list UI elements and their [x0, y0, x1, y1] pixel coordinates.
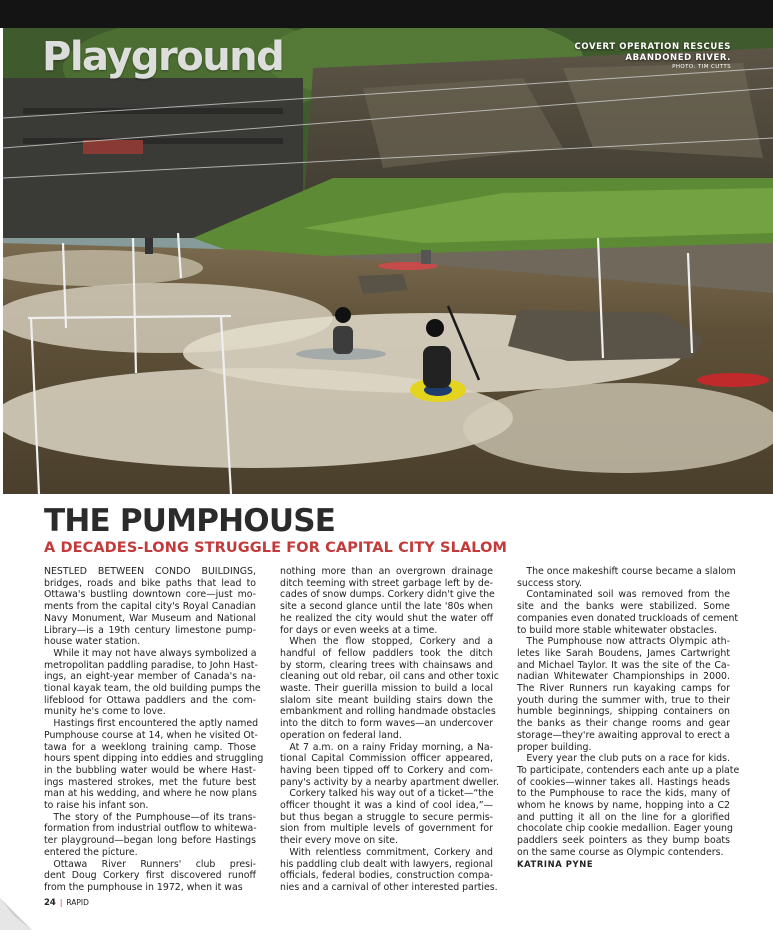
body-line: on the same course as Olympic contenders. — [517, 846, 724, 858]
article-column-1 — [44, 566, 264, 894]
body-line: With relentless commitment, Corkery and — [280, 846, 493, 858]
body-line: for days or even weeks at a time. — [280, 624, 438, 636]
body-line: hours spent dipping into eddies and struggling — [44, 753, 264, 765]
body-line: munity he's come to love. — [44, 706, 166, 718]
body-line: Hastings first encountered the aptly named — [44, 718, 259, 730]
body-line: youth during the summer with, true to their — [517, 694, 730, 706]
body-line: and Michael Taylor. It was the site of the Ca- — [517, 659, 730, 671]
body-line: To participate, contenders each ante up a plate — [517, 764, 740, 776]
body-line: tawa for a weeklong training camp. Those — [44, 741, 256, 753]
body-line: entered the picture. — [44, 846, 138, 858]
body-line: Library—is a 19th century limestone pump- — [44, 624, 256, 636]
body-line: The Pumphouse now attracts Olympic ath- — [517, 636, 730, 648]
body-line: from the pumphouse in 1972, when it was — [44, 881, 243, 893]
body-line: to raise his infant son. — [44, 800, 149, 812]
body-line: At 7 a.m. on a rainy Friday morning, a Na- — [280, 741, 493, 753]
body-line: Contaminated soil was removed from the — [517, 589, 730, 601]
body-line: formation from industrial outflow to whitewa- — [44, 823, 257, 835]
whitewater-kayak-photo — [3, 28, 773, 494]
body-line: ter playground—began long before Hastings — [44, 835, 256, 847]
body-line: dent Doug Corkery first discovered runoff — [44, 870, 256, 882]
body-line: embankment and rolling handmade obstacles — [280, 706, 496, 718]
body-line: Ottawa River Runners' club presi- — [44, 858, 256, 870]
body-line: letes like Sarah Boudens, James Cartwright — [517, 647, 730, 659]
hero-photo — [3, 28, 773, 494]
body-line: ditch teeming with street garbage left by de- — [280, 577, 493, 589]
body-line: of cookies—winner takes all. Hastings heads — [517, 776, 730, 788]
body-line: While it may not have always symbolized a — [44, 647, 257, 659]
body-line: ings, an eight-year member of Canada's na- — [44, 671, 256, 683]
body-line: When the flow stopped, Corkery and a — [280, 636, 493, 648]
teaser-line: COVERT OPERATION RESCUES — [574, 42, 731, 52]
body-line: and putting it all on the line for a glorified — [517, 811, 730, 823]
article-deck: A DECADES-LONG STRUGGLE FOR CAPITAL CITY SLALOM — [44, 540, 508, 556]
body-line: his paddling club dealt with lawyers, regional — [280, 858, 493, 870]
body-line: their every move on site. — [280, 835, 399, 847]
body-line: The River Runners run kayaking camps for — [517, 683, 730, 695]
body-line: officer thought it was a kind of cool idea,”— — [280, 800, 493, 812]
page-folio — [44, 898, 89, 908]
body-line: metropolitan paddling paradise, to John Hast- — [44, 659, 258, 671]
body-line: lifeblood for Ottawa paddlers and the com- — [44, 694, 256, 706]
body-line: in the bubbling water would be where Hast- — [44, 764, 256, 776]
body-line: The once makeshift course became a slalom — [517, 566, 736, 577]
top-bar — [0, 0, 773, 28]
body-line: Every year the club puts on a race for kids. — [517, 753, 730, 765]
body-line: into the ditch to form waves—an undercover — [280, 718, 493, 730]
body-line: the banks as their change rooms and gear — [517, 718, 730, 730]
body-line: site a second glance until the late '80s when — [280, 601, 493, 613]
body-line: waste. Their guerilla mission to build a local — [280, 683, 493, 695]
body-line: man at his wedding, and where he now plans — [44, 788, 257, 800]
body-line: handful of fellow paddlers took the ditch — [280, 647, 493, 659]
body-line: chocolate chip cookie medallion. Eager young — [517, 823, 733, 835]
body-line: storage—they're awaiting approval to erect a — [517, 729, 730, 741]
body-line: whom he knows by name, hopping into a C2 — [517, 800, 730, 812]
section-title: Playground — [42, 34, 284, 80]
body-line: site and the banks were stabilized. Some — [517, 601, 730, 613]
publication-name: RAPID — [66, 898, 89, 907]
body-line: proper building. — [517, 741, 592, 753]
folio-divider: | — [59, 898, 63, 907]
body-line: he realized the city would shut the water off — [280, 612, 493, 624]
body-line: nadian Whitewater Championships in 2000. — [517, 671, 730, 683]
body-line: nies and a carnival of other interested parties. — [280, 881, 498, 893]
body-line: cleaning out old rebar, oil cans and other toxic — [280, 671, 499, 683]
body-line: companies even donated truckloads of cement — [517, 612, 739, 624]
body-line: nothing more than an overgrown drainage — [280, 566, 493, 577]
body-line: slalom site meant building stairs down the — [280, 694, 493, 706]
body-line: house water station. — [44, 636, 141, 648]
body-line: but thus began a struggle to secure permis- — [280, 811, 493, 823]
article-column-2 — [280, 566, 499, 894]
body-line: success story. — [517, 577, 582, 589]
body-line: ings mastered strokes, met the future best — [44, 776, 256, 788]
body-line: pany's activity by a nearby apartment dweller. — [280, 776, 499, 788]
byline: KATRINA PYNE — [517, 858, 594, 869]
body-line: tional kayak team, the old building pumps the — [44, 683, 261, 695]
body-line: to the Pumphouse to race the kids, many of — [517, 788, 730, 800]
article-column-3 — [517, 566, 740, 870]
body-line: operation on federal land. — [280, 729, 402, 741]
body-line: humble beginnings, shipping containers on — [517, 706, 730, 718]
body-line: Corkery talked his way out of a ticket—“the — [280, 788, 494, 800]
body-line: Navy Monument, War Museum and National — [44, 612, 256, 624]
photo-teaser — [575, 42, 731, 64]
body-line: Pumphouse course at 14, when he visited Ot- — [44, 729, 258, 741]
body-line: by storm, clearing trees with chainsaws and — [280, 659, 493, 671]
body-line: officials, federal bodies, construction compa- — [280, 870, 493, 882]
body-line: paddlers seek pointers as they bump boats — [517, 835, 730, 847]
body-line: having been tipped off to Corkery and com- — [280, 764, 493, 776]
body-line: tional Capital Commission officer appeared, — [280, 753, 493, 765]
article-headline: THE PUMPHOUSE — [44, 503, 336, 539]
body-line: to build more stable whitewater obstacles. — [517, 624, 718, 636]
body-line: sion from multiple levels of government for — [280, 823, 493, 835]
body-line: ments from the capital city's Royal Canadian — [44, 601, 256, 613]
page-curl-icon — [0, 880, 50, 930]
body-line: Ottawa's bustling downtown core—just mo- — [44, 589, 256, 601]
teaser-line: ABANDONED RIVER. — [625, 53, 731, 63]
page-number: 24 — [44, 898, 56, 908]
body-line: The story of the Pumphouse—of its trans- — [44, 811, 256, 823]
photo-credit: PHOTO: TIM CUTTS — [672, 64, 731, 70]
body-line: cades of snow dumps. Corkery didn't give the — [280, 589, 495, 601]
body-line: NESTLED BETWEEN CONDO BUILDINGS, — [44, 566, 256, 577]
body-line: bridges, roads and bike paths that lead to — [44, 577, 256, 589]
